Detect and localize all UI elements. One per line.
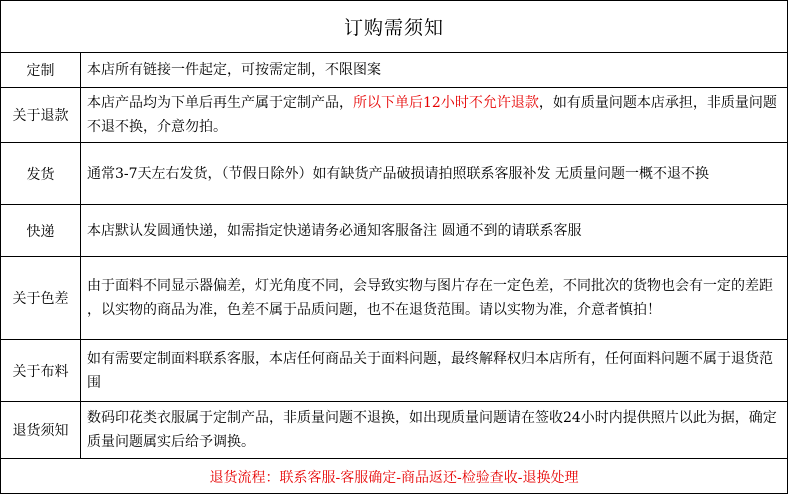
row-fabric — [1, 340, 787, 402]
row-text-courier: 本店默认发圆通快递，如需指定快递请务必通知客服备注 圆通不到的请联系客服 — [87, 222, 582, 239]
row-content-courier — [81, 205, 787, 256]
refund-text-part-a: 本店产品均为下单后再生产属于定制产品， — [87, 95, 353, 111]
row-label-shipping: 发货 — [1, 143, 81, 204]
row-return-notice — [1, 402, 787, 459]
row-content-custom — [81, 53, 787, 87]
row-text-shipping: 通常3-7天左右发货，（节假日除外）如有缺货产品破损请拍照联系客服补发 无质量问题一概不退不换 — [87, 165, 709, 182]
refund-warning-text: 所以下单后12小时不允许退款 — [353, 95, 539, 111]
row-label-custom: 定制 — [1, 53, 81, 87]
row-content-return-notice — [81, 402, 787, 458]
row-content-color-difference — [81, 257, 787, 339]
row-refund — [1, 88, 787, 143]
refund-text-part-b: ，如有质量问题本店承担，非质量问题不退不换，介意勿拍。 — [87, 95, 777, 135]
return-process-footer: 退货流程：联系客服-客服确定-商品返还-检验查收-退换处理 — [209, 469, 579, 486]
row-label-courier: 快递 — [1, 205, 81, 256]
row-content-fabric — [81, 340, 787, 401]
row-text-refund — [87, 91, 783, 139]
row-text-color-difference: 由于面料不同显示器偏差，灯光角度不同，会导致实物与图片存在一定色差，不同批次的货物也会有一定的差距 ，以实物的商品为准，色差不属于品质问题，也不在退货范围。请以实物为准，介意者慎拍！ — [87, 278, 773, 318]
row-content-refund — [81, 88, 787, 142]
row-label-color-difference: 关于色差 — [1, 257, 81, 339]
row-color-difference — [1, 257, 787, 340]
notice-title: 订购需须知 — [1, 1, 787, 53]
row-text-custom: 本店所有链接一件起定，可按需定制，不限图案 — [87, 62, 381, 78]
row-content-shipping — [81, 143, 787, 204]
row-shipping — [1, 143, 787, 205]
row-text-fabric: 如有需要定制面料联系客服，本店任何商品关于面料问题，最终解释权归本店所有，任何面料问题不属于退货范围 — [87, 350, 773, 391]
row-text-return-notice: 数码印花类衣服属于定制产品，非质量问题不退换，如出现质量问题请在签收24小时内提供照片以此为据，确定质量问题属实后给予调换。 — [87, 410, 777, 450]
row-label-return-notice: 退货须知 — [1, 402, 81, 458]
row-label-refund: 关于退款 — [1, 88, 81, 142]
row-label-fabric: 关于布料 — [1, 340, 81, 401]
row-courier — [1, 205, 787, 257]
row-custom — [1, 53, 787, 88]
